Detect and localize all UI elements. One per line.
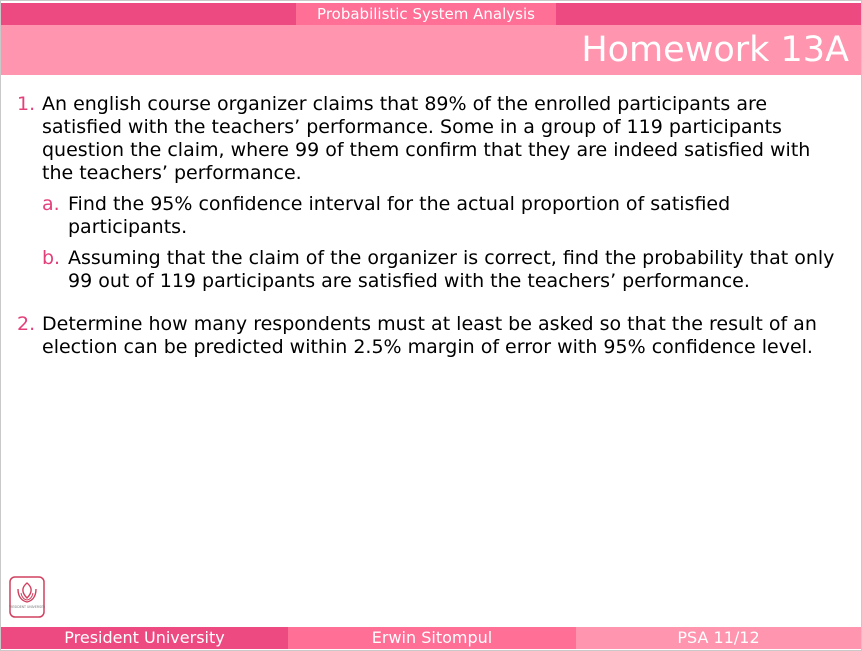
homework-content <box>17 93 847 369</box>
part-text: Assuming that the claim of the organizer is correct, find the probability that only 99 out of 119 participants are satisfied with the teachers’ performance. <box>68 247 835 292</box>
course-bar <box>1 3 861 25</box>
part-label: b. <box>42 247 61 269</box>
course-title: Probabilistic System Analysis <box>296 3 556 25</box>
question-1b <box>42 247 847 293</box>
part-text: Find the 95% confidence interval for the actual proportion of satisfied participants. <box>68 193 731 238</box>
footer-university: President University <box>1 627 288 649</box>
part-label: a. <box>42 193 60 215</box>
question-number: 2. <box>17 313 36 335</box>
footer <box>1 627 861 649</box>
question-text: Determine how many respondents must at least be asked so that the result of an election can be predicted within 2.5% margin of error with 95% confidence level. <box>42 313 817 358</box>
president-university-logo-icon <box>9 576 45 618</box>
question-number: 1. <box>17 93 36 115</box>
question-text: An english course organizer claims that 89% of the enrolled participants are satisfied with the teachers’ performance. Some in a group of 119 participants question the claim, where 99 of them confirm that they are indeed satisfied with the teachers’ performance. <box>42 93 811 184</box>
slide-title: Homework 13A <box>581 30 849 70</box>
title-bar <box>1 25 861 75</box>
logo-text: PRESIDENT UNIVERSITY <box>9 605 45 609</box>
question-1a <box>42 193 847 239</box>
footer-page: PSA 11/12 <box>576 627 861 649</box>
footer-author: Erwin Sitompul <box>288 627 576 649</box>
question-1 <box>17 93 847 293</box>
question-2 <box>17 313 847 359</box>
